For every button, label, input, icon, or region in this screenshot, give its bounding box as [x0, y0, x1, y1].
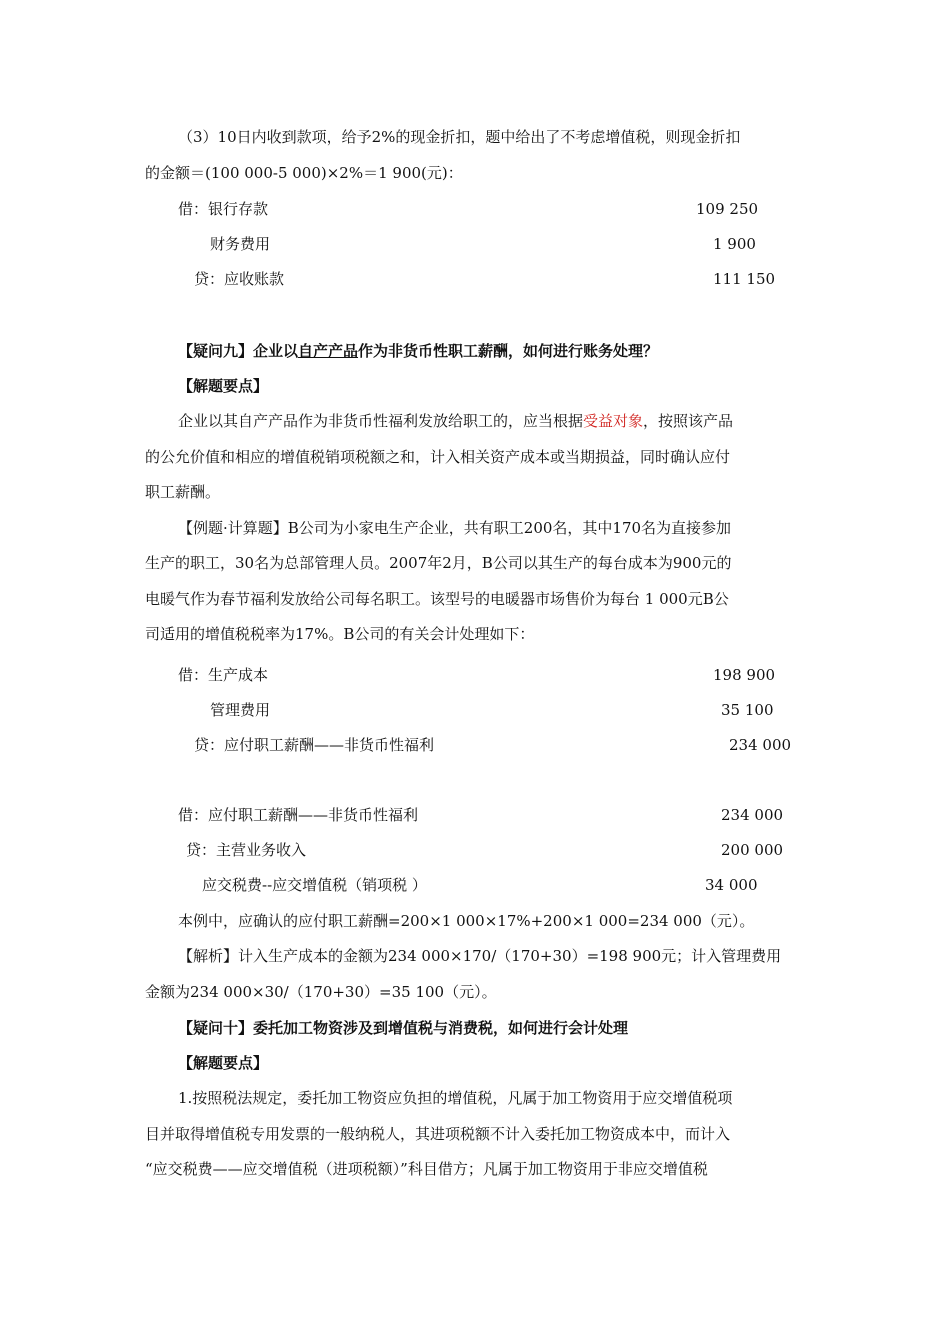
q10-paragraph-line-3: “应交税费——应交增值税（进项税额）”科目借方；凡属于加工物资用于非应交增值税: [145, 1160, 708, 1178]
q10-paragraph-line-1: 1.按照税法规定，委托加工物资应负担的增值税，凡属于加工物资用于应交增值税项: [178, 1089, 733, 1107]
entry1-debit2-amount: 1 900: [713, 235, 756, 253]
q9-p1-pre: 企业以其自产产品作为非货币性福利发放给职工的，应当根据: [178, 412, 584, 430]
entry2-debit1-amount: 198 900: [713, 666, 776, 684]
entry2-debit2-label: 管理费用: [210, 701, 271, 719]
entry3-credit2-amount: 34 000: [705, 876, 758, 894]
q9-p1-post: ，按照该产品: [643, 412, 734, 430]
q10-paragraph-line-2: 目并取得增值税专用发票的一般纳税人，其进项税额不计入委托加工物资成本中，而计入: [145, 1125, 731, 1143]
entry2-debit1-label: 借：生产成本: [178, 666, 269, 684]
entry3-credit1-label: 贷：主营业务收入: [186, 841, 307, 859]
entry3-debit1-amount: 234 000: [721, 806, 784, 824]
analysis-line-2: 金额为234 000×30/（170+30）=35 100（元）。: [145, 983, 497, 1001]
entry3-debit1-label: 借：应付职工薪酬——非货币性福利: [178, 806, 419, 824]
q9-paragraph-line-3: 职工薪酬。: [145, 483, 221, 501]
q9-p1-highlight: 受益对象: [583, 412, 644, 430]
entry2-credit1-label: 贷：应付职工薪酬——非货币性福利: [194, 736, 435, 754]
entry1-credit1-amount: 111 150: [713, 270, 776, 288]
entry3-credit1-amount: 200 000: [721, 841, 784, 859]
analysis-note: 本例中，应确认的应付职工薪酬=200×1 000×17%+200×1 000=234 000（元）。: [178, 912, 755, 930]
q9-example-line-2: 生产的职工，30名为总部管理人员。2007年2月，B公司以其生产的每台成本为900元的: [145, 554, 732, 572]
q9-heading-link[interactable]: 自产产品: [298, 342, 359, 360]
entry2-credit1-amount: 234 000: [729, 736, 792, 754]
q9-example-line-3: 电暖气作为春节福利发放给公司每名职工。该型号的电暖器市场售价为每台 1 000元B公: [145, 590, 729, 608]
entry1-debit2-label: 财务费用: [210, 235, 271, 253]
q9-heading-pre: 【疑问九】企业以: [178, 342, 299, 360]
entry1-credit1-label: 贷：应收账款: [194, 270, 285, 288]
q9-paragraph-line-2: 的公允价值和相应的增值税销项税额之和，计入相关资产成本或当期损益，同时确认应付: [145, 448, 731, 466]
q9-heading-post: 作为非货币性职工薪酬，如何进行账务处理？: [358, 342, 659, 360]
q9-paragraph-line-1: [178, 411, 733, 431]
q9-heading: [178, 341, 658, 361]
entry1-debit1-amount: 109 250: [696, 200, 759, 218]
q10-key-points-heading: 【解题要点】: [178, 1054, 269, 1072]
entry2-debit2-amount: 35 100: [721, 701, 774, 719]
analysis-line-1: 【解析】计入生产成本的金额为234 000×170/（170+30）=198 900元；计入管理费用: [178, 947, 782, 965]
intro-line-2: 的金额＝(100 000-5 000)×2%＝1 900(元)：: [145, 164, 463, 182]
entry1-debit1-label: 借：银行存款: [178, 200, 269, 218]
q9-example-line-4: 司适用的增值税税率为17%。B公司的有关会计处理如下：: [145, 625, 535, 643]
q9-example-line-1: 【例题·计算题】B公司为小家电生产企业，共有职工200名，其中170名为直接参加: [178, 519, 732, 537]
q10-heading: 【疑问十】委托加工物资涉及到增值税与消费税，如何进行会计处理: [178, 1019, 629, 1037]
q9-key-points-heading: 【解题要点】: [178, 377, 269, 395]
intro-line-1: （3）10日内收到款项，给予2%的现金折扣，题中给出了不考虑增值税，则现金折扣: [178, 128, 741, 146]
entry3-credit2-label: 应交税费--应交增值税（销项税 ）: [202, 876, 427, 894]
